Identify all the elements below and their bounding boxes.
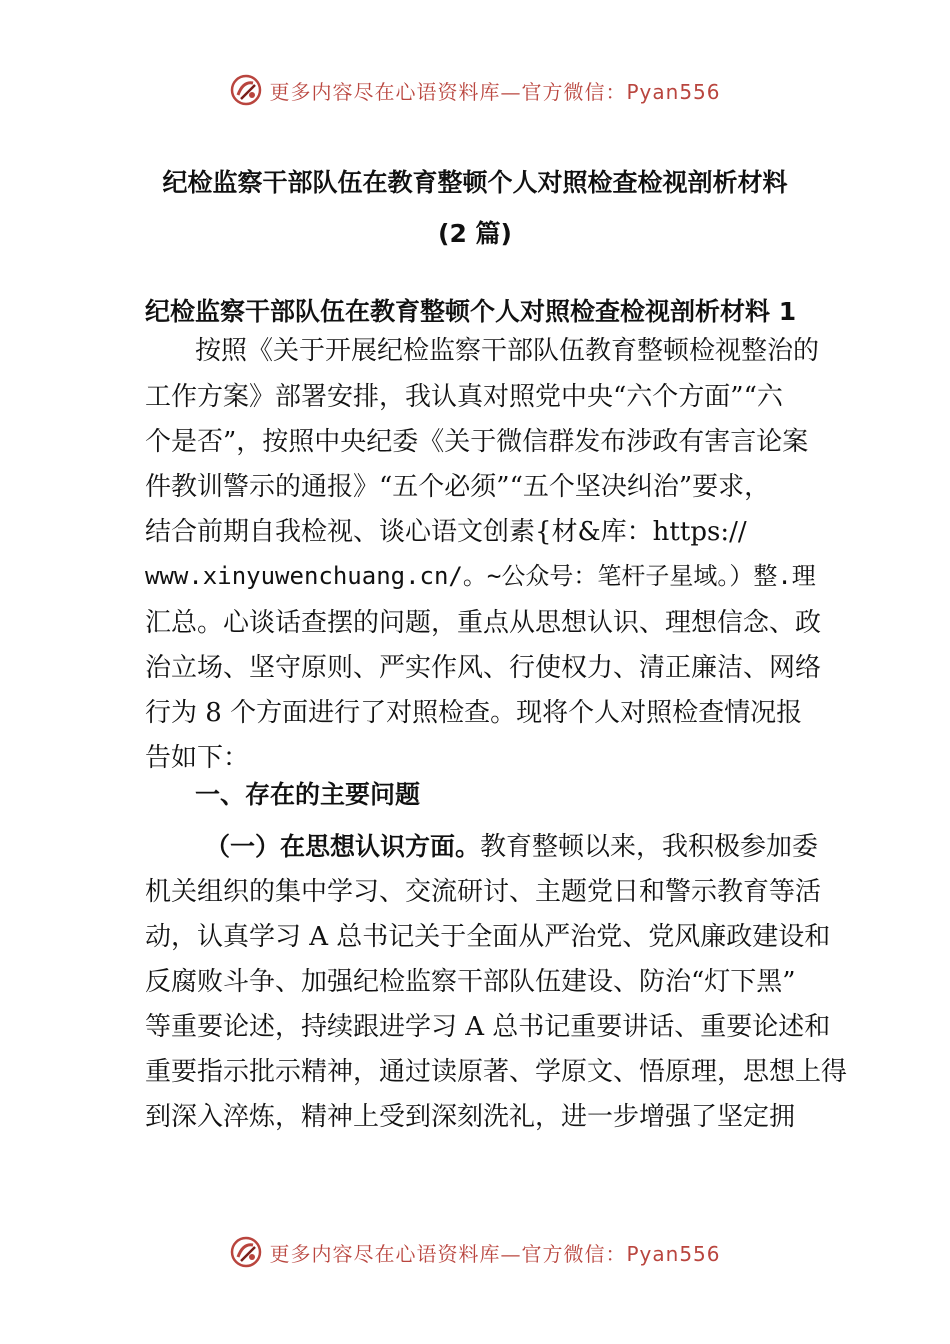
wechat-id: Pyan556 (626, 79, 721, 104)
header-watermark (0, 70, 950, 110)
body-line: 按照《关于开展纪检监察干部队伍教育整顿检视整治的 (195, 336, 820, 366)
watermark-text: 更多内容尽在心语资料库—官方微信： (269, 79, 627, 104)
footer-watermark (0, 1232, 950, 1272)
wechat-id: Pyan556 (626, 1241, 721, 1266)
logo-icon (229, 73, 263, 107)
body-line: 汇总。心谈话查摆的问题，重点从思想认识、理想信念、政 (145, 608, 822, 638)
body-line: 重要指示批示精神，通过读原著、学原文、悟原理，思想上得 (145, 1057, 848, 1087)
document-subtitle: 纪检监察干部队伍在教育整顿个人对照检查检视剖析材料 1 (145, 297, 797, 326)
body-line: 告如下： (145, 743, 250, 773)
body-line: 行为 8 个方面进行了对照检查。现将个人对照检查情况报 (145, 698, 803, 728)
document-title: 纪检监察干部队伍在教育整顿个人对照检查检视剖析材料 (162, 168, 788, 197)
body-line: 个是否”，按照中央纪委《关于微信群发布涉政有害言论案 (145, 427, 809, 457)
body-line (205, 826, 818, 863)
logo-icon (229, 1235, 263, 1269)
section-heading: 一、存在的主要问题 (195, 780, 421, 809)
body-line: 等重要论述，持续跟进学习 A 总书记重要讲话、重要论述和 (145, 1012, 831, 1042)
document-title-count: (2 篇) (438, 219, 512, 248)
body-line (145, 556, 816, 591)
body-line: 治立场、坚守原则、严实作风、行使权力、清正廉洁、网络 (145, 653, 822, 683)
body-line: 结合前期自我检视、谈心语文创素{材&库：https:// (145, 517, 747, 547)
body-line: 动，认真学习 A 总书记关于全面从严治党、党风廉政建设和 (145, 922, 831, 952)
subsection-lead: （一）在思想认识方面。 (205, 832, 481, 861)
body-line: 机关组织的集中学习、交流研讨、主题党日和警示教育等活 (145, 877, 822, 907)
watermark-text: 更多内容尽在心语资料库—官方微信： (269, 1241, 627, 1266)
body-line: 件教训警示的通报》“五个必须”“五个坚决纠治”要求， (145, 472, 771, 502)
body-line: 到深入淬炼，精神上受到深刻洗礼，进一步增强了坚定拥 (145, 1102, 796, 1132)
body-line: 反腐败斗争、加强纪检监察干部队伍建设、防治“灯下黑” (145, 967, 796, 997)
body-line: 工作方案》部署安排，我认真对照党中央“六个方面”“六 (145, 382, 783, 412)
body-text: 教育整顿以来，我积极参加委 (480, 832, 819, 862)
body-line-mono: www.xinyuwenchuang.cn/。~公众号：笔杆子星域。）整.理 (145, 562, 816, 590)
